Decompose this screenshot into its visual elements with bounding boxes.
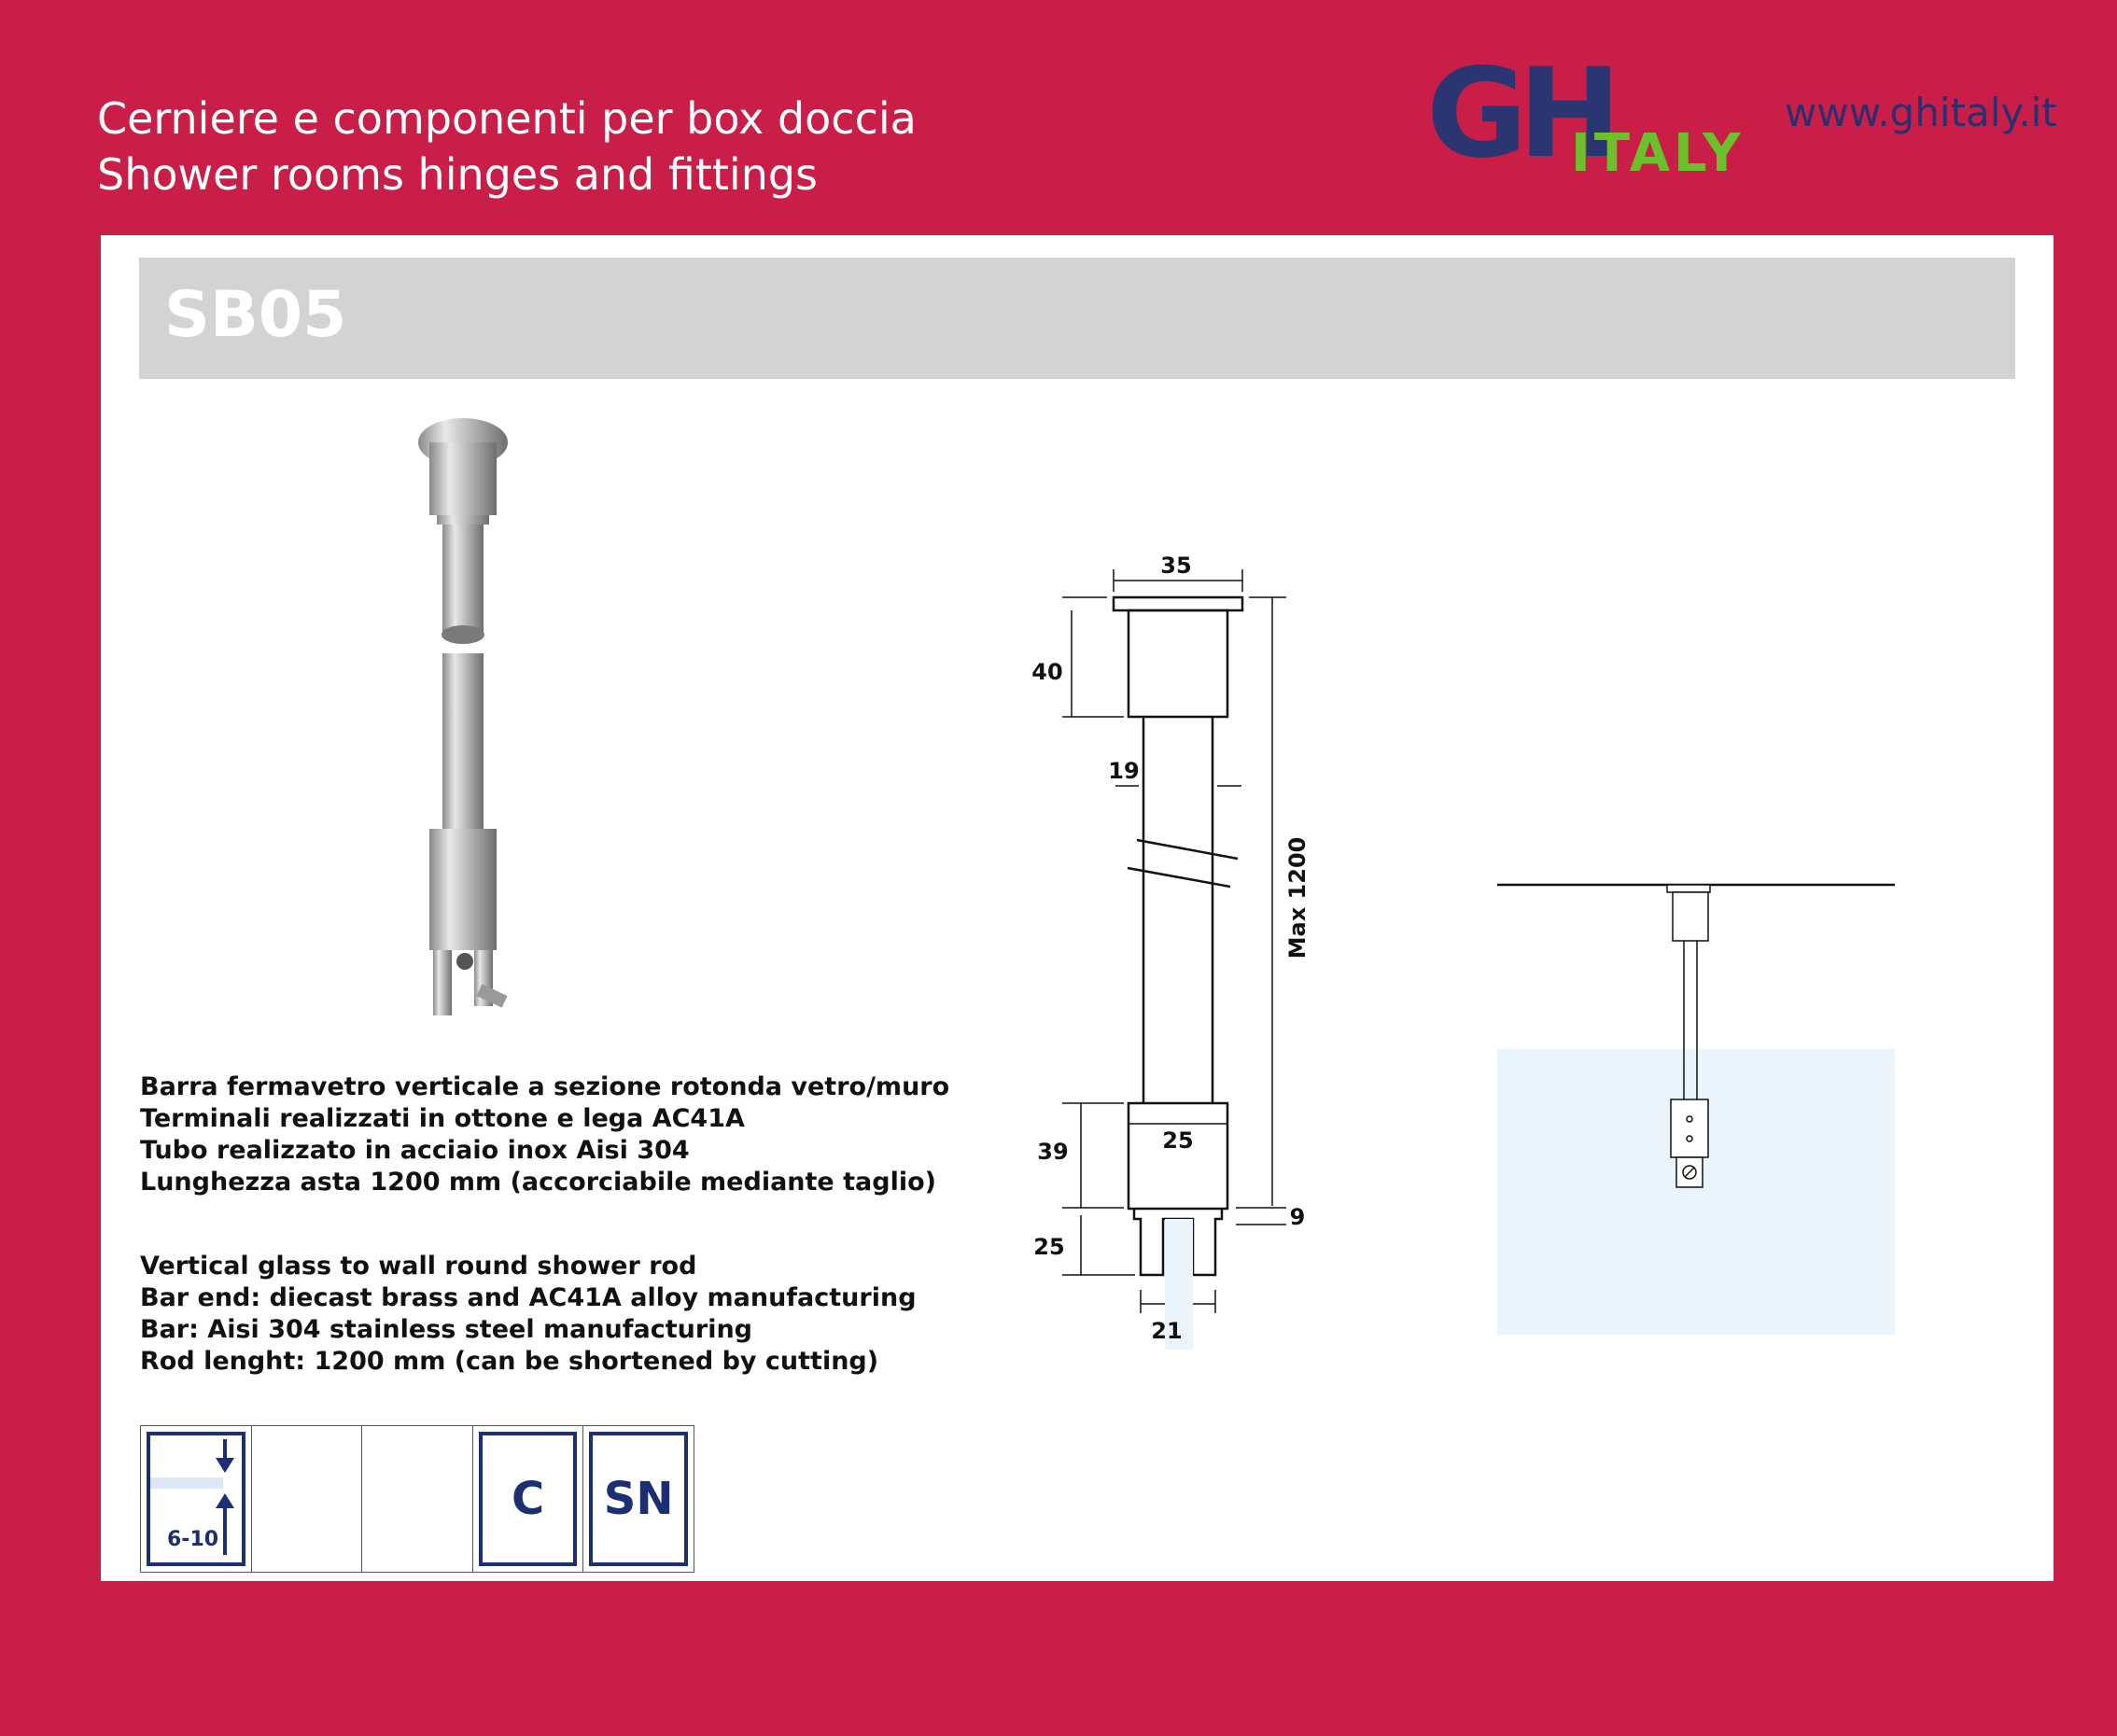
header-title-it: Cerniere e componenti per box doccia [97, 93, 917, 144]
svg-text:ITALY: ITALY [1571, 123, 1745, 184]
description-it [140, 1071, 949, 1198]
description-line: Terminali realizzati in ottone e lega AC41A [140, 1104, 745, 1133]
description-line: Vertical glass to wall round shower rod [140, 1252, 697, 1281]
description-line: Tubo realizzato in acciaio inox Aisi 304 [140, 1136, 690, 1165]
finish-chrome-label: C [511, 1473, 545, 1525]
product-code-bar [139, 258, 2015, 379]
badge-row [140, 1425, 694, 1573]
finish-satin-nickel-badge [583, 1426, 694, 1572]
installation-diagram [1497, 646, 1908, 1337]
product-panel [101, 235, 2054, 1581]
finish-chrome-badge [473, 1426, 584, 1572]
dim-lower-width: 25 [1162, 1127, 1194, 1154]
gh-italy-logo [1426, 42, 1772, 186]
glass-thickness-badge [141, 1426, 252, 1572]
product-code: SB05 [164, 278, 347, 352]
description-line: Bar end: diecast brass and AC41A alloy manufacturing [140, 1283, 917, 1312]
product-photo [409, 403, 530, 1085]
svg-text:GH: GH [1426, 42, 1612, 186]
badge-empty [362, 1426, 473, 1572]
badge-empty [252, 1426, 363, 1572]
description-line: Barra fermavetro verticale a sezione rotonda vetro/muro [140, 1072, 950, 1101]
finish-satin-nickel-label: SN [603, 1473, 674, 1525]
description-line: Rod lenght: 1200 mm (can be shortened by cutting) [140, 1347, 879, 1376]
glass-thickness-icon [147, 1432, 245, 1566]
header-title-en: Shower rooms hinges and fittings [97, 149, 819, 200]
description-line: Bar: Aisi 304 stainless steel manufacturing [140, 1315, 753, 1344]
dim-slot-width: 21 [1151, 1318, 1183, 1344]
dim-top-height: 40 [1031, 659, 1063, 685]
dim-max-length: Max 1200 [1284, 836, 1311, 959]
dim-lower-height: 39 [1037, 1139, 1069, 1165]
description-line: Lunghezza asta 1200 mm (accorciabile mediante taglio) [140, 1168, 936, 1197]
dim-rod-diameter: 19 [1108, 758, 1140, 784]
dim-clamp-height: 25 [1033, 1234, 1065, 1260]
dim-clamp-offset: 9 [1289, 1204, 1306, 1230]
glass-thickness-label: 6-10 [167, 1528, 219, 1551]
technical-drawing [1031, 506, 1426, 1344]
website-link[interactable]: www.ghitaly.it [1785, 90, 2057, 135]
description-en [140, 1251, 917, 1378]
dim-top-width: 35 [1160, 553, 1192, 579]
